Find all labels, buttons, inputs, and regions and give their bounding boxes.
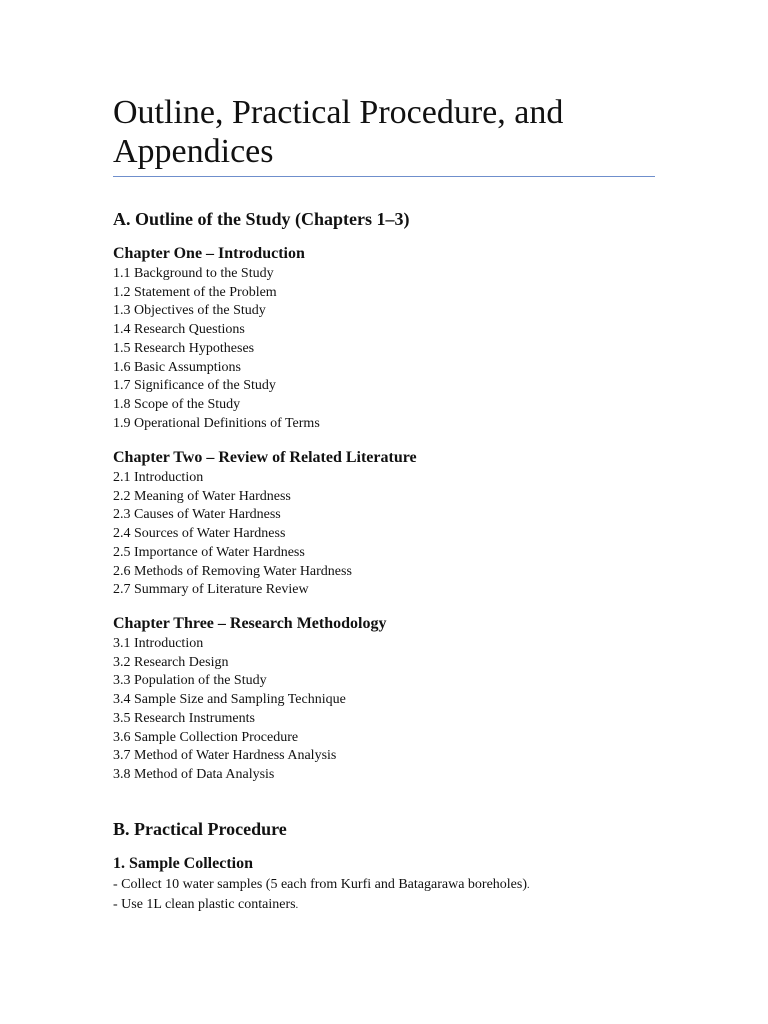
list-item: 3.1 Introduction bbox=[113, 636, 204, 651]
procedure-step-end: . bbox=[527, 880, 530, 891]
list-item: 3.6 Sample Collection Procedure bbox=[113, 729, 299, 745]
list-item: 1.3 Objectives of the Study bbox=[113, 303, 266, 319]
list-item: 1.5 Research Hypotheses bbox=[113, 340, 255, 356]
list-item: 2.4 Sources of Water Hardness bbox=[113, 526, 286, 542]
list-item: 2.5 Importance of Water Hardness bbox=[113, 544, 305, 560]
procedure-step bbox=[113, 896, 530, 916]
sample-collection-list bbox=[113, 876, 530, 915]
section-b-heading: B. Practical Procedure bbox=[113, 819, 287, 839]
list-item: 3.7 Method of Water Hardness Analysis bbox=[113, 748, 337, 764]
list-item: 3.2 Research Design bbox=[113, 654, 229, 670]
document-title: Outline, Practical Procedure, and Appendices bbox=[113, 94, 564, 170]
list-item: 2.7 Summary of Literature Review bbox=[113, 582, 309, 598]
chapter-three-heading: Chapter Three – Research Methodology bbox=[113, 615, 387, 632]
list-item: 1.7 Significance of the Study bbox=[113, 378, 276, 394]
list-item: 1.4 Research Questions bbox=[113, 322, 245, 338]
list-item: 1.8 Scope of the Study bbox=[113, 396, 241, 412]
list-item: 2.3 Causes of Water Hardness bbox=[113, 507, 281, 523]
list-item: 3.4 Sample Size and Sampling Technique bbox=[113, 692, 346, 708]
chapter-two-list bbox=[113, 469, 352, 600]
chapter-two-heading: Chapter Two – Review of Related Literature bbox=[113, 449, 417, 466]
list-item: 1.2 Statement of the Problem bbox=[113, 284, 277, 300]
procedure-step-end: . bbox=[295, 899, 299, 911]
list-item: 3.8 Method of Data Analysis bbox=[113, 766, 275, 782]
list-item: 1.9 Operational Definitions of Terms bbox=[113, 415, 320, 431]
list-item: 1.6 Basic Assumptions bbox=[113, 359, 241, 375]
list-item: 2.1 Introduction bbox=[113, 470, 204, 485]
chapter-one-list bbox=[113, 265, 320, 433]
procedure-step bbox=[113, 876, 530, 896]
list-item: 3.5 Research Instruments bbox=[113, 710, 255, 726]
sample-collection-heading: 1. Sample Collection bbox=[113, 855, 253, 872]
list-item: 3.3 Population of the Study bbox=[113, 673, 267, 689]
list-item: 2.2 Meaning of Water Hardness bbox=[113, 488, 291, 504]
list-item: 2.6 Methods of Removing Water Hardness bbox=[113, 563, 352, 579]
section-a-heading: A. Outline of the Study (Chapters 1–3) bbox=[113, 209, 410, 229]
chapter-three-list bbox=[113, 635, 346, 785]
list-item: 1.1 Background to the Study bbox=[113, 266, 274, 281]
chapter-one-heading: Chapter One – Introduction bbox=[113, 245, 305, 262]
procedure-step-text: - Use 1L clean plastic containers bbox=[113, 896, 296, 912]
title-underline-rule bbox=[113, 176, 655, 177]
procedure-step-text: - Collect 10 water samples (5 each from Kurfi and Batagarawa boreholes) bbox=[113, 877, 528, 892]
